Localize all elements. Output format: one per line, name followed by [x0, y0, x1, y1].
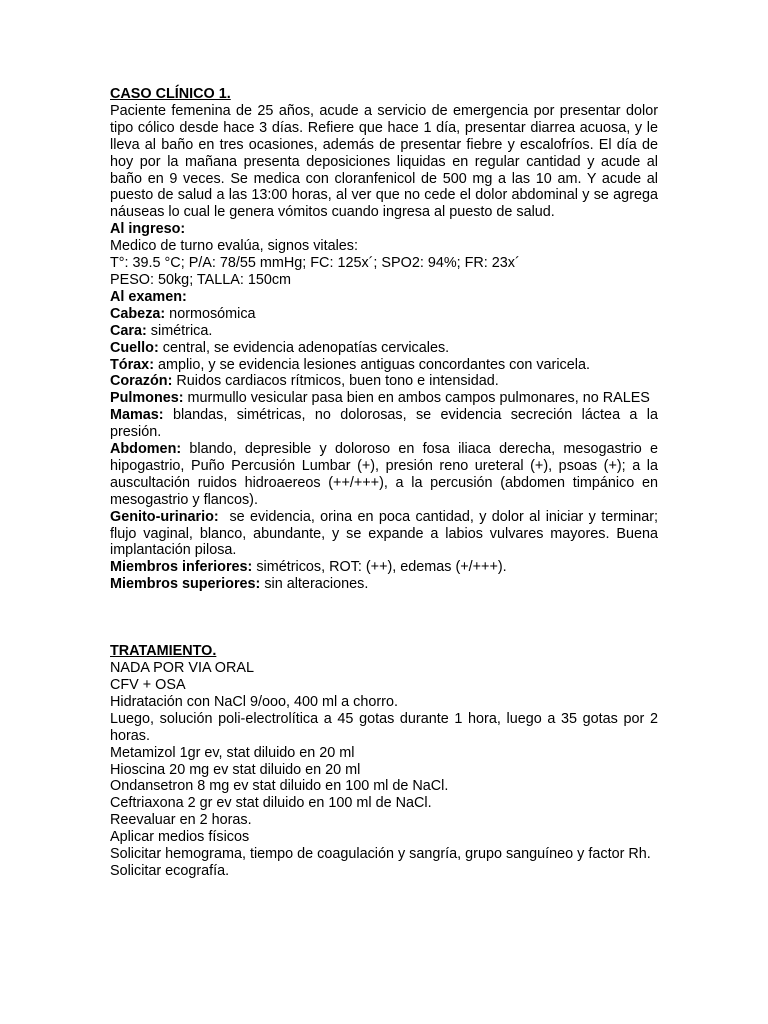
exam-item-cabeza [110, 306, 658, 323]
exam-item-miembros-inferiores [110, 559, 658, 576]
exam-text: normosómica [165, 305, 256, 322]
exam-text: simétrica. [146, 322, 213, 339]
exam-label: Corazón: [110, 373, 173, 390]
exam-text: blando, depresible y doloroso en fosa iliaca derecha, mesogastrio e hipogastrio, Puño Percusión Lumbar (+), presión reno ureteral (+), psoas (+); a la auscultación ruidos hidroaereos (++/+++), a la percusión (abdomen timpánico en mesogastrio y flancos). [110, 441, 658, 508]
treatment-line: NADA POR VIA ORAL [110, 660, 254, 677]
treatment-line: Reevaluar en 2 horas. [110, 812, 252, 829]
exam-text: sin alteraciones. [260, 576, 369, 593]
treatment-line: Solicitar hemograma, tiempo de coagulación y sangría, grupo sanguíneo y factor Rh. [110, 846, 651, 863]
exam-text: blandas, simétricas, no dolorosas, se evidencia secreción láctea a la presión. [110, 407, 658, 441]
exam-text: amplio, y se evidencia lesiones antiguas concordantes con varicela. [153, 356, 590, 373]
case-intro-paragraph: Paciente femenina de 25 años, acude a servicio de emergencia por presentar dolor tipo cólico desde hace 3 días. Refiere que hace 1 día, presentar diarrea acuosa, y le lleva al baño en tres ocasiones, además de presentar fiebre y escalofríos. El día de hoy por la mañana presenta deposiciones liquidas en regular cantidad y acude al baño en 9 veces. Se medica con cloranfenicol de 500 mg a las 10 am. Y acude al puesto de salud a las 13:00 horas, al ver que no cede el dolor abdominal y se agrega náuseas lo cual le genera vómitos cuando ingresa al puesto de salud. [110, 102, 658, 221]
treatment-line: CFV + OSA [110, 677, 186, 693]
exam-text: central, se evidencia adenopatías cervicales. [158, 339, 450, 356]
exam-label: Genito-urinario: [110, 508, 219, 525]
exam-label: Miembros superiores: [110, 576, 261, 593]
ingreso-line: Medico de turno evalúa, signos vitales: [110, 238, 358, 255]
weight-height-line: PESO: 50kg; TALLA: 150cm [110, 271, 292, 288]
exam-item-genito-urinario [110, 508, 662, 560]
exam-item-corazon [110, 373, 658, 390]
treatment-heading: TRATAMIENTO. [110, 643, 217, 660]
exam-label: Cabeza: [110, 305, 166, 322]
vital-signs-line: T°: 39.5 °C; P/A: 78/55 mmHg; FC: 125x´; SPO2: 94%; FR: 23x´ [110, 255, 520, 272]
exam-label: Cuello: [110, 339, 159, 356]
treatment-line: Ceftriaxona 2 gr ev stat diluido en 100 ml de NaCl. [110, 795, 432, 812]
treatment-line: Hioscina 20 mg ev stat diluido en 20 ml [110, 761, 361, 778]
exam-text: se evidencia, orina en poca cantidad, y dolor al iniciar y terminar; flujo vaginal, blanco, abundante, y se expande a labios vulvares mayores. Buena implantación pilosa. [110, 508, 662, 559]
exam-label: Cara: [110, 322, 147, 339]
exam-text: Ruidos cardiacos rítmicos, buen tono e intensidad. [172, 373, 499, 390]
treatment-line: Ondansetron 8 mg ev stat diluido en 100 ml de NaCl. [110, 778, 449, 795]
exam-item-cara [110, 323, 658, 340]
case-heading: CASO CLÍNICO 1. [110, 86, 231, 102]
exam-item-miembros-superiores [110, 576, 658, 593]
exam-text: murmullo vesicular pasa bien en ambos campos pulmonares, no RALES [183, 390, 650, 407]
exam-item-abdomen [110, 441, 658, 509]
section-spacer [110, 593, 658, 643]
treatment-line: Metamizol 1gr ev, stat diluido en 20 ml [110, 744, 355, 761]
treatment-line: Luego, solución poli-electrolítica a 45 gotas durante 1 hora, luego a 35 gotas por 2 horas. [110, 710, 658, 744]
exam-text: simétricos, ROT: (++), edemas (+/+++). [252, 559, 507, 576]
treatment-line: Hidratación con NaCl 9/ooo, 400 ml a chorro. [110, 693, 398, 710]
exam-item-mamas [110, 407, 658, 441]
ingreso-heading: Al ingreso: [110, 221, 186, 238]
exam-item-torax [110, 357, 658, 374]
document-page [110, 86, 662, 880]
exam-label: Miembros inferiores: [110, 559, 253, 576]
treatment-line: Aplicar medios físicos [110, 829, 250, 846]
exam-label: Mamas: [110, 407, 164, 424]
exam-label: Pulmones: [110, 390, 184, 407]
exam-item-cuello [110, 340, 658, 357]
examen-heading: Al examen: [110, 288, 187, 305]
exam-label: Abdomen: [110, 441, 182, 458]
treatment-line: Solicitar ecografía. [110, 862, 230, 879]
exam-item-pulmones [110, 390, 658, 407]
exam-label: Tórax: [110, 356, 154, 373]
